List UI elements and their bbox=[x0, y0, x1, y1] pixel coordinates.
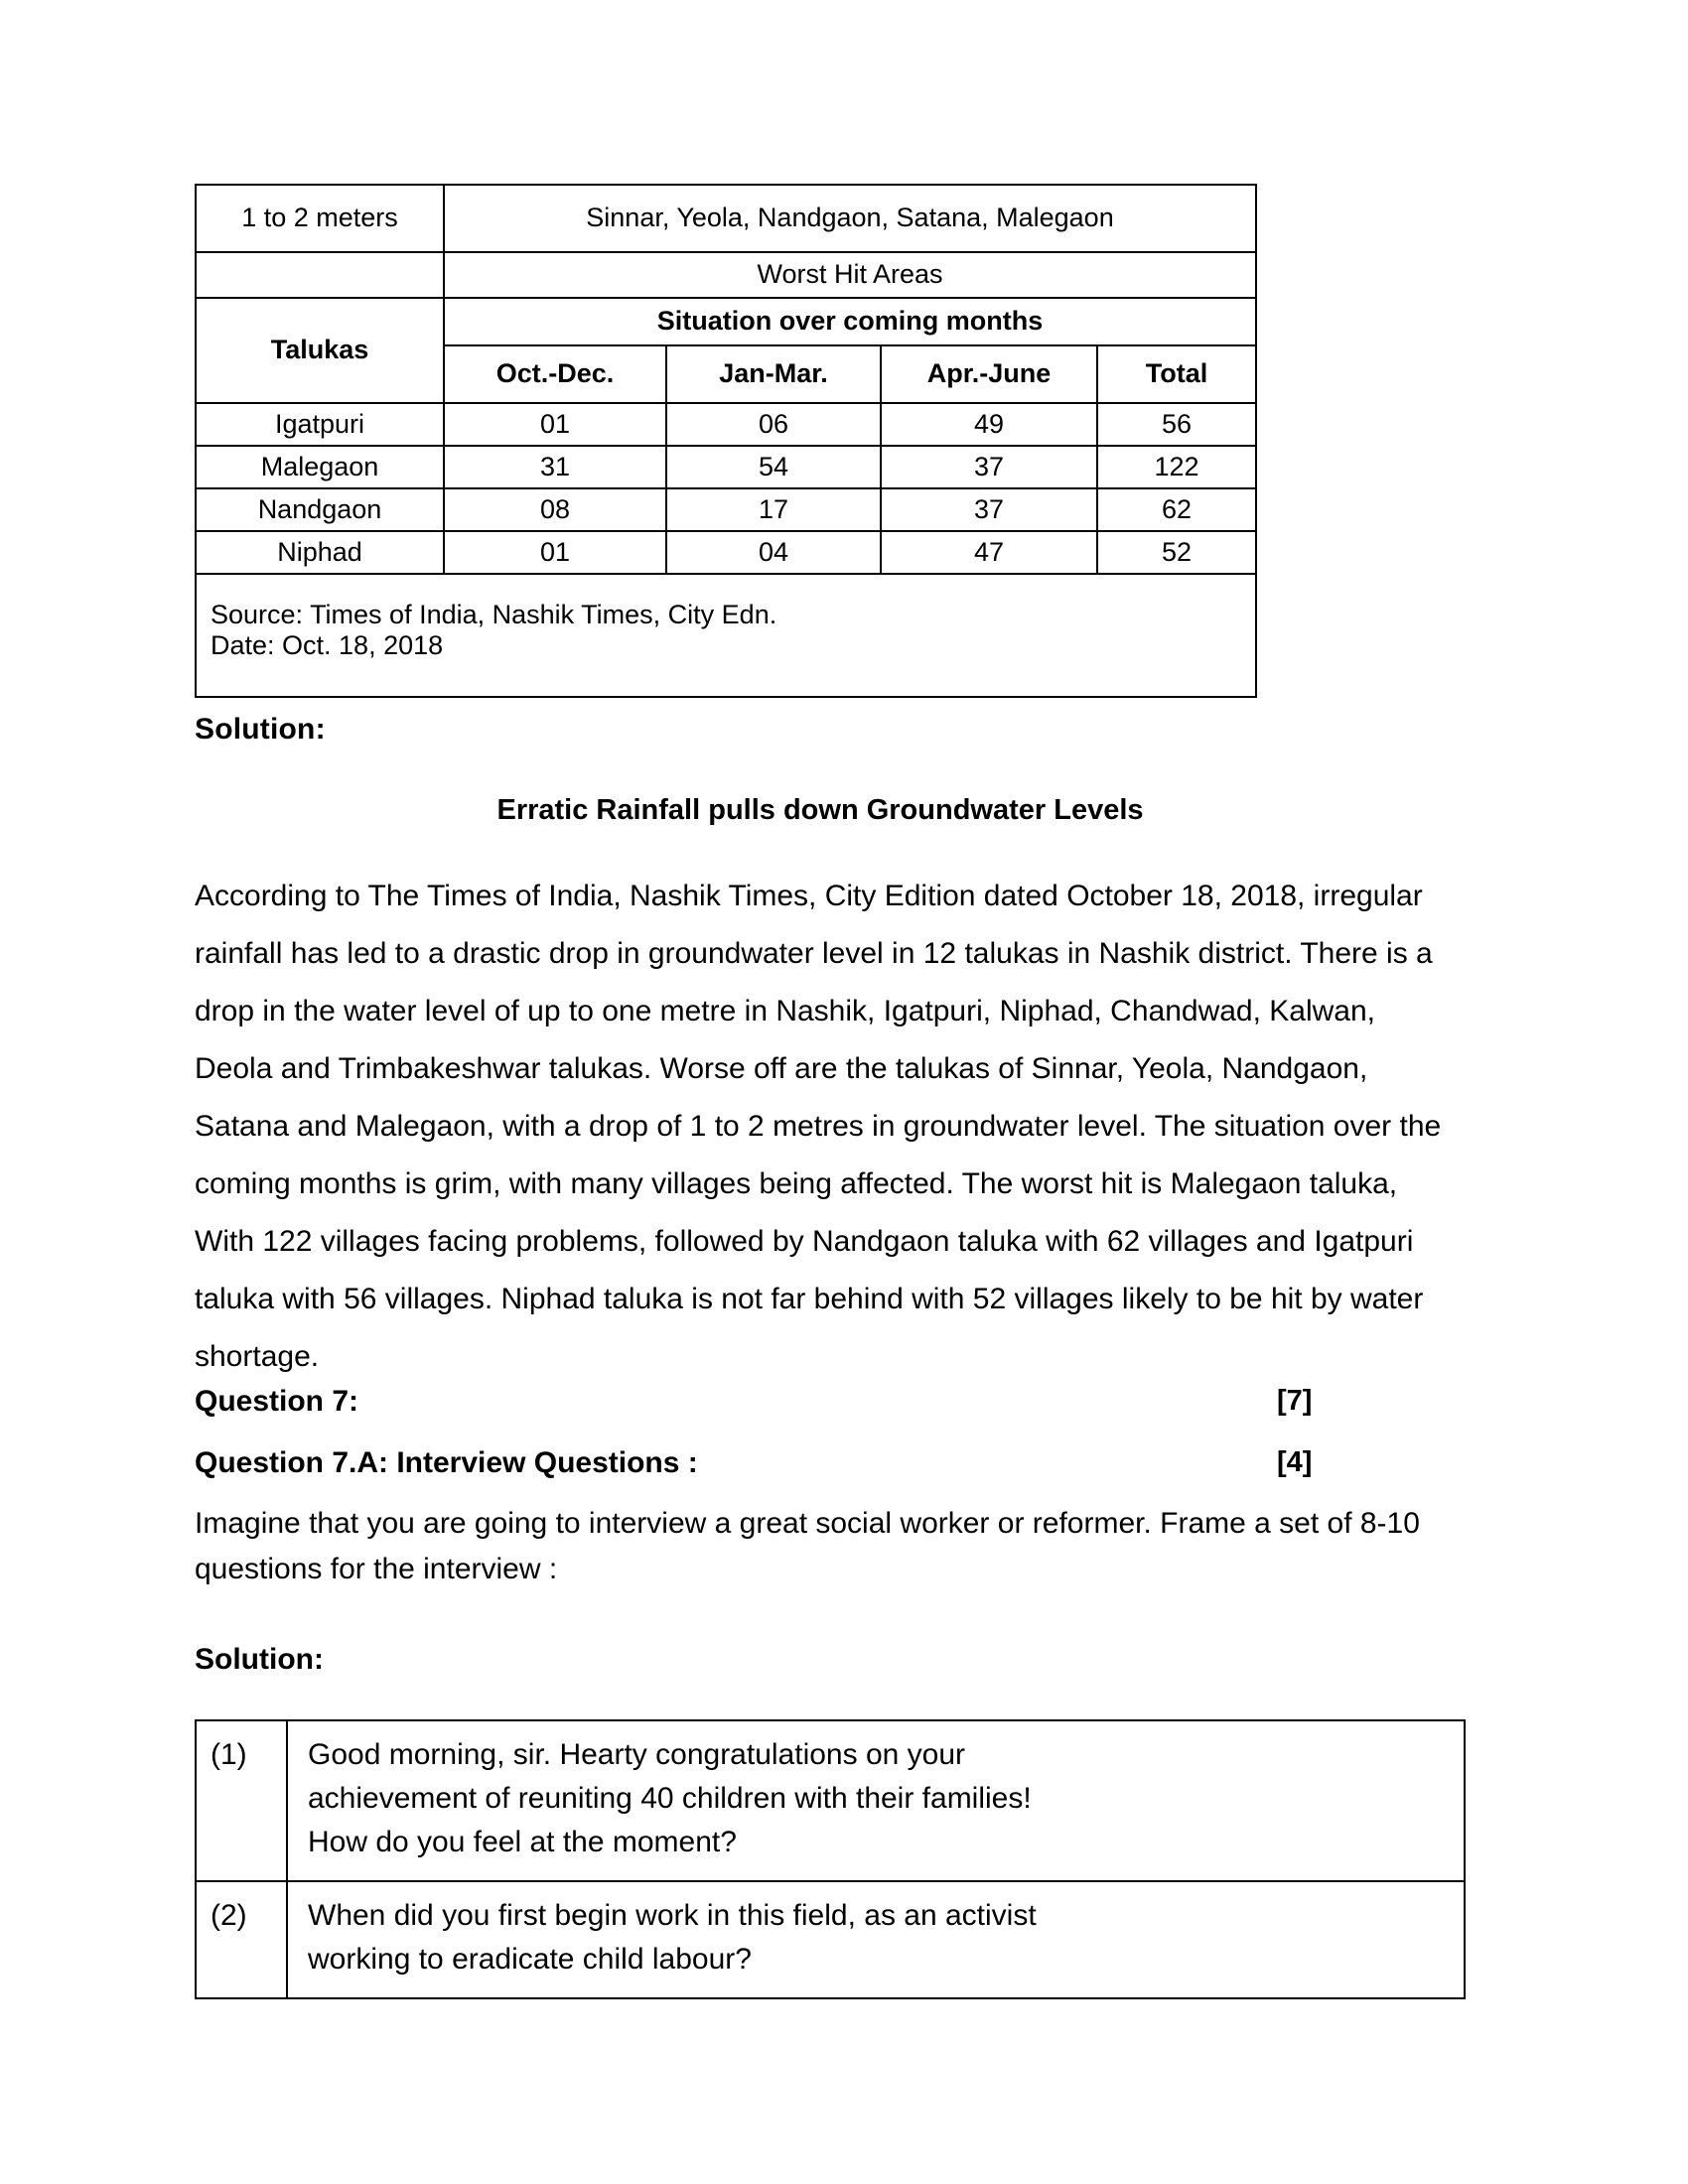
worst-hit-blank bbox=[196, 252, 444, 298]
interview-questions-table bbox=[195, 1719, 1466, 1999]
article-body: According to The Times of India, Nashik Times, City Edition dated October 18, 2018, irregular rainfall has led to a drastic drop in groundwater level in 12 talukas in Nashik district. There is a drop in the water level of up to one metre in Nashik, Igatpuri, Niphad, Chandwad, Kalwan, Deola and Trimbakeshwar talukas. Worse off are the talukas of Sinnar, Yeola, Nandgaon, Satana and Malegaon, with a drop of 1 to 2 metres in groundwater level. The situation over the coming months is grim, with many villages being affected. The worst hit is Malegaon taluka, With 122 villages facing problems, followed by Nandgaon taluka with 62 villages and Igatpuri taluka with 56 villages. Niphad taluka is not far behind with 52 villages likely to be hit by water shortage. bbox=[195, 880, 1442, 1373]
cell-total: 122 bbox=[1097, 446, 1256, 488]
source-line: Source: Times of India, Nashik Times, City Edn. bbox=[211, 599, 777, 629]
depth-areas: Sinnar, Yeola, Nandgaon, Satana, Malegaon bbox=[444, 185, 1256, 252]
question-text-line: achievement of reuniting 40 children with their families! bbox=[308, 1782, 1032, 1815]
cell-total: 56 bbox=[1097, 403, 1256, 446]
table-row bbox=[196, 531, 1256, 574]
cell-jan-mar: 17 bbox=[666, 488, 881, 531]
cell-oct-dec: 01 bbox=[444, 531, 666, 574]
question-text bbox=[287, 1881, 1465, 1998]
table-row-source bbox=[196, 574, 1256, 697]
table-row-depth bbox=[196, 185, 1256, 252]
talukas-header-label: Talukas bbox=[270, 335, 369, 365]
cell-taluka: Igatpuri bbox=[196, 403, 444, 446]
cell-jan-mar: 54 bbox=[666, 446, 881, 488]
cell-apr-june: 47 bbox=[881, 531, 1097, 574]
question-7-marks: [7] bbox=[1277, 1385, 1313, 1417]
source-date-line: Date: Oct. 18, 2018 bbox=[211, 630, 444, 660]
list-item bbox=[196, 1720, 1465, 1881]
table-row-group-header bbox=[196, 298, 1256, 345]
question-7-label: Question 7: bbox=[195, 1385, 359, 1418]
question-text-line: working to eradicate child labour? bbox=[308, 1943, 752, 1976]
table-row bbox=[196, 488, 1256, 531]
cell-apr-june: 37 bbox=[881, 488, 1097, 531]
question-7a-line bbox=[195, 1446, 1313, 1480]
groundwater-table bbox=[195, 184, 1257, 698]
worst-hit-heading: Worst Hit Areas bbox=[444, 252, 1256, 298]
cell-apr-june: 49 bbox=[881, 403, 1097, 446]
article-title: Erratic Rainfall pulls down Groundwater Levels bbox=[496, 794, 1144, 826]
table-row-worst-hit bbox=[196, 252, 1256, 298]
question-prompt: Imagine that you are going to interview a great social worker or reformer. Frame a set of 8-10 questions for the interview : bbox=[195, 1507, 1420, 1585]
talukas-header bbox=[196, 298, 444, 403]
list-item bbox=[196, 1881, 1465, 1998]
table-row bbox=[196, 446, 1256, 488]
column-header-apr-june: Apr.-June bbox=[881, 345, 1097, 403]
column-header-jan-mar: Jan-Mar. bbox=[666, 345, 881, 403]
cell-jan-mar: 04 bbox=[666, 531, 881, 574]
cell-taluka: Nandgaon bbox=[196, 488, 444, 531]
table-row bbox=[196, 403, 1256, 446]
question-text-line: How do you feel at the moment? bbox=[308, 1826, 737, 1858]
depth-label: 1 to 2 meters bbox=[196, 185, 444, 252]
question-7-line bbox=[195, 1385, 1313, 1419]
source-cell bbox=[196, 574, 1256, 697]
column-header-oct-dec: Oct.-Dec. bbox=[444, 345, 666, 403]
question-7a-label: Question 7.A: Interview Questions : bbox=[195, 1446, 698, 1479]
situation-header: Situation over coming months bbox=[444, 298, 1256, 345]
question-text-line: When did you first begin work in this field, as an activist bbox=[308, 1899, 1037, 1932]
question-text bbox=[287, 1720, 1465, 1881]
column-header-total: Total bbox=[1097, 345, 1256, 403]
cell-jan-mar: 06 bbox=[666, 403, 881, 446]
cell-total: 52 bbox=[1097, 531, 1256, 574]
solution-heading-1: Solution: bbox=[195, 713, 326, 746]
question-number: (2) bbox=[196, 1881, 287, 1998]
cell-taluka: Malegaon bbox=[196, 446, 444, 488]
cell-taluka: Niphad bbox=[196, 531, 444, 574]
cell-oct-dec: 01 bbox=[444, 403, 666, 446]
question-number: (1) bbox=[196, 1720, 287, 1881]
question-text-line: Good morning, sir. Hearty congratulations on your bbox=[308, 1738, 966, 1771]
cell-apr-june: 37 bbox=[881, 446, 1097, 488]
solution-heading-2: Solution: bbox=[195, 1643, 324, 1676]
question-7a-marks: [4] bbox=[1277, 1446, 1313, 1478]
cell-oct-dec: 31 bbox=[444, 446, 666, 488]
cell-oct-dec: 08 bbox=[444, 488, 666, 531]
cell-total: 62 bbox=[1097, 488, 1256, 531]
